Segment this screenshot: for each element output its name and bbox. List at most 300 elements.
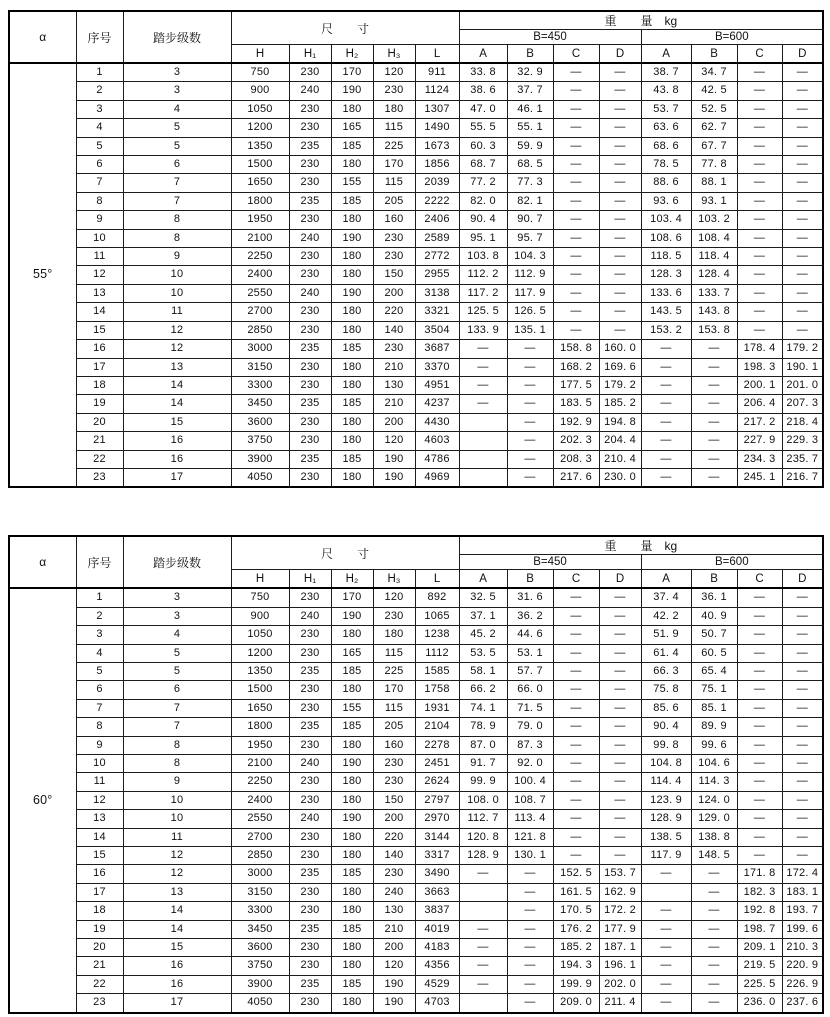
- cell-b600-D: —: [782, 266, 823, 284]
- cell-dim-L: 2451: [415, 755, 459, 773]
- cell-b450-C: 161. 5: [553, 883, 599, 901]
- cell-b600-B: —: [691, 865, 737, 883]
- header-b450-C: C: [553, 570, 599, 589]
- cell-b450-B: 32. 9: [507, 63, 553, 82]
- cell-dim-H2: 180: [331, 847, 373, 865]
- cell-b600-C: 198. 7: [737, 920, 782, 938]
- cell-dim-H3: 115: [373, 174, 415, 192]
- cell-b450-A: 32. 5: [459, 588, 507, 607]
- cell-b600-D: 172. 4: [782, 865, 823, 883]
- cell-b600-A: —: [641, 413, 691, 431]
- cell-serial: 3: [76, 626, 123, 644]
- cell-b450-D: —: [599, 303, 641, 321]
- cell-dim-H: 2250: [231, 248, 289, 266]
- cell-b600-C: —: [737, 588, 782, 607]
- table-row: [9, 681, 823, 699]
- cell-b600-B: —: [691, 413, 737, 431]
- cell-b450-B: 112. 9: [507, 266, 553, 284]
- cell-dim-H3: 190: [373, 450, 415, 468]
- cell-serial: 23: [76, 468, 123, 487]
- cell-b450-B: —: [507, 939, 553, 957]
- cell-b450-C: 208. 3: [553, 450, 599, 468]
- cell-dim-H2: 180: [331, 266, 373, 284]
- table-row: [9, 975, 823, 993]
- cell-steps: 14: [123, 376, 231, 394]
- table-row: [9, 718, 823, 736]
- cell-b600-A: 85. 6: [641, 699, 691, 717]
- cell-b450-B: 53. 1: [507, 644, 553, 662]
- cell-b600-B: —: [691, 468, 737, 487]
- cell-steps: 17: [123, 468, 231, 487]
- cell-b450-D: —: [599, 644, 641, 662]
- cell-b600-A: 128. 3: [641, 266, 691, 284]
- cell-b450-C: —: [553, 588, 599, 607]
- cell-steps: 10: [123, 791, 231, 809]
- table-row: [9, 828, 823, 846]
- cell-dim-H3: 180: [373, 100, 415, 118]
- header-b600: B=600: [641, 555, 823, 570]
- cell-b450-C: —: [553, 644, 599, 662]
- cell-b450-B: —: [507, 395, 553, 413]
- cell-dim-H2: 190: [331, 755, 373, 773]
- cell-b450-D: —: [599, 755, 641, 773]
- cell-dim-H: 1200: [231, 119, 289, 137]
- cell-b600-B: 104. 6: [691, 755, 737, 773]
- cell-b450-A: 125. 5: [459, 303, 507, 321]
- cell-b450-A: —: [459, 395, 507, 413]
- cell-serial: 2: [76, 607, 123, 625]
- cell-dim-L: 1124: [415, 82, 459, 100]
- cell-b450-A: 95. 1: [459, 229, 507, 247]
- cell-dim-H2: 180: [331, 883, 373, 901]
- table-row: [9, 847, 823, 865]
- cell-dim-H2: 180: [331, 468, 373, 487]
- header-weight: 重 量 kg: [459, 11, 823, 30]
- cell-dim-H1: 230: [289, 468, 331, 487]
- cell-b600-D: —: [782, 156, 823, 174]
- cell-steps: 14: [123, 395, 231, 413]
- cell-b450-B: —: [507, 865, 553, 883]
- cell-dim-H3: 160: [373, 736, 415, 754]
- cell-b600-D: 226. 9: [782, 975, 823, 993]
- cell-b600-A: 53. 7: [641, 100, 691, 118]
- cell-b600-D: —: [782, 303, 823, 321]
- cell-serial: 19: [76, 920, 123, 938]
- cell-serial: 3: [76, 100, 123, 118]
- cell-b450-C: 199. 9: [553, 975, 599, 993]
- cell-b600-A: 104. 8: [641, 755, 691, 773]
- cell-b600-B: —: [691, 450, 737, 468]
- cell-b450-A: 74. 1: [459, 699, 507, 717]
- cell-b600-C: —: [737, 626, 782, 644]
- cell-b450-C: 185. 2: [553, 939, 599, 957]
- cell-dim-H2: 185: [331, 718, 373, 736]
- cell-b600-C: —: [737, 699, 782, 717]
- cell-dim-H2: 190: [331, 284, 373, 302]
- table-row: [9, 791, 823, 809]
- cell-dim-L: 4786: [415, 450, 459, 468]
- cell-dim-L: 911: [415, 63, 459, 82]
- cell-dim-H1: 235: [289, 137, 331, 155]
- cell-b600-D: —: [782, 847, 823, 865]
- cell-dim-H: 1800: [231, 192, 289, 210]
- cell-dim-L: 4430: [415, 413, 459, 431]
- cell-b450-B: 130. 1: [507, 847, 553, 865]
- cell-serial: 17: [76, 883, 123, 901]
- cell-steps: 3: [123, 82, 231, 100]
- cell-dim-H2: 180: [331, 626, 373, 644]
- header-b450-B: B: [507, 45, 553, 64]
- cell-dim-L: 1112: [415, 644, 459, 662]
- cell-b450-D: —: [599, 810, 641, 828]
- cell-b600-C: —: [737, 119, 782, 137]
- cell-dim-H1: 235: [289, 192, 331, 210]
- cell-b600-A: —: [641, 450, 691, 468]
- table-body-55: [9, 63, 823, 487]
- cell-dim-H1: 230: [289, 358, 331, 376]
- cell-dim-H1: 235: [289, 975, 331, 993]
- cell-b600-D: —: [782, 791, 823, 809]
- table-row: [9, 662, 823, 680]
- cell-b450-B: 126. 5: [507, 303, 553, 321]
- cell-b450-C: —: [553, 755, 599, 773]
- table-row: [9, 432, 823, 450]
- cell-b600-D: —: [782, 699, 823, 717]
- cell-steps: 5: [123, 137, 231, 155]
- cell-dim-L: 1490: [415, 119, 459, 137]
- table-row: [9, 755, 823, 773]
- cell-b600-B: —: [691, 939, 737, 957]
- cell-steps: 10: [123, 810, 231, 828]
- cell-b600-A: —: [641, 994, 691, 1013]
- cell-dim-H2: 185: [331, 662, 373, 680]
- cell-serial: 20: [76, 413, 123, 431]
- cell-dim-H: 3750: [231, 957, 289, 975]
- header-dim-H3: H₃: [373, 570, 415, 589]
- cell-b450-B: 55. 1: [507, 119, 553, 137]
- table-row: [9, 920, 823, 938]
- cell-b450-D: —: [599, 284, 641, 302]
- cell-dim-L: 3317: [415, 847, 459, 865]
- cell-b600-A: 143. 5: [641, 303, 691, 321]
- cell-dim-H2: 180: [331, 358, 373, 376]
- cell-b600-A: —: [641, 468, 691, 487]
- cell-dim-H: 3300: [231, 902, 289, 920]
- cell-b450-B: 59. 9: [507, 137, 553, 155]
- cell-b600-D: —: [782, 644, 823, 662]
- cell-dim-H2: 190: [331, 82, 373, 100]
- cell-b450-B: 113. 4: [507, 810, 553, 828]
- cell-dim-H: 3150: [231, 358, 289, 376]
- cell-serial: 7: [76, 699, 123, 717]
- cell-dim-H2: 180: [331, 376, 373, 394]
- cell-dim-L: 3144: [415, 828, 459, 846]
- cell-b450-B: —: [507, 920, 553, 938]
- cell-b600-D: —: [782, 63, 823, 82]
- table-row: [9, 248, 823, 266]
- cell-steps: 10: [123, 266, 231, 284]
- cell-b450-C: —: [553, 681, 599, 699]
- cell-dim-L: 2624: [415, 773, 459, 791]
- cell-b450-D: 162. 9: [599, 883, 641, 901]
- cell-steps: 13: [123, 883, 231, 901]
- cell-b450-D: 169. 6: [599, 358, 641, 376]
- header-b600-B: B: [691, 45, 737, 64]
- header-b600-A: A: [641, 570, 691, 589]
- cell-serial: 15: [76, 321, 123, 339]
- cell-b450-C: —: [553, 211, 599, 229]
- cell-b600-C: —: [737, 63, 782, 82]
- cell-dim-H3: 210: [373, 920, 415, 938]
- cell-b600-C: —: [737, 82, 782, 100]
- cell-dim-L: 4529: [415, 975, 459, 993]
- cell-dim-L: 2772: [415, 248, 459, 266]
- cell-b450-B: 90. 7: [507, 211, 553, 229]
- cell-b600-C: —: [737, 248, 782, 266]
- cell-dim-H1: 230: [289, 174, 331, 192]
- cell-b600-A: 37. 4: [641, 588, 691, 607]
- cell-b450-C: —: [553, 137, 599, 155]
- cell-dim-H3: 230: [373, 340, 415, 358]
- cell-dim-H3: 205: [373, 192, 415, 210]
- cell-b600-D: —: [782, 681, 823, 699]
- cell-b450-D: —: [599, 100, 641, 118]
- cell-dim-H1: 230: [289, 266, 331, 284]
- cell-dim-H1: 230: [289, 413, 331, 431]
- header-dim-H: H: [231, 570, 289, 589]
- cell-b450-A: 99. 9: [459, 773, 507, 791]
- cell-dim-H: 2250: [231, 773, 289, 791]
- cell-b600-C: —: [737, 718, 782, 736]
- cell-b450-C: —: [553, 192, 599, 210]
- table-row: [9, 284, 823, 302]
- cell-b600-B: 65. 4: [691, 662, 737, 680]
- cell-b450-B: 79. 0: [507, 718, 553, 736]
- cell-b600-A: 118. 5: [641, 248, 691, 266]
- cell-b600-B: —: [691, 957, 737, 975]
- cell-dim-H3: 225: [373, 137, 415, 155]
- cell-serial: 2: [76, 82, 123, 100]
- header-b600-C: C: [737, 45, 782, 64]
- cell-b450-D: —: [599, 662, 641, 680]
- cell-dim-H1: 230: [289, 376, 331, 394]
- cell-b600-C: 217. 2: [737, 413, 782, 431]
- cell-b600-D: 179. 2: [782, 340, 823, 358]
- cell-steps: 8: [123, 229, 231, 247]
- cell-b600-B: 103. 2: [691, 211, 737, 229]
- cell-b600-D: 193. 7: [782, 902, 823, 920]
- cell-serial: 14: [76, 303, 123, 321]
- cell-steps: 16: [123, 975, 231, 993]
- table-row: [9, 450, 823, 468]
- table-row: [9, 376, 823, 394]
- cell-b600-B: 138. 8: [691, 828, 737, 846]
- cell-b600-A: 108. 6: [641, 229, 691, 247]
- cell-b450-A: —: [459, 340, 507, 358]
- table-row: [9, 468, 823, 487]
- cell-b600-A: [641, 883, 691, 901]
- cell-dim-L: 2970: [415, 810, 459, 828]
- cell-b450-C: 194. 3: [553, 957, 599, 975]
- cell-b600-C: —: [737, 174, 782, 192]
- cell-b450-D: 177. 9: [599, 920, 641, 938]
- cell-b600-B: —: [691, 376, 737, 394]
- cell-dim-H2: 180: [331, 902, 373, 920]
- cell-serial: 10: [76, 755, 123, 773]
- cell-dim-H3: 230: [373, 248, 415, 266]
- cell-b600-D: 207. 3: [782, 395, 823, 413]
- cell-steps: 6: [123, 156, 231, 174]
- cell-serial: 19: [76, 395, 123, 413]
- cell-b600-A: —: [641, 957, 691, 975]
- cell-steps: 10: [123, 284, 231, 302]
- cell-steps: 7: [123, 174, 231, 192]
- cell-dim-H3: 150: [373, 266, 415, 284]
- cell-dim-H: 2850: [231, 847, 289, 865]
- cell-b600-A: —: [641, 358, 691, 376]
- header-b600-A: A: [641, 45, 691, 64]
- cell-serial: 4: [76, 644, 123, 662]
- cell-b600-C: 234. 3: [737, 450, 782, 468]
- cell-serial: 20: [76, 939, 123, 957]
- cell-b600-A: —: [641, 939, 691, 957]
- cell-b600-B: 50. 7: [691, 626, 737, 644]
- cell-b450-B: 100. 4: [507, 773, 553, 791]
- cell-b600-C: —: [737, 828, 782, 846]
- cell-steps: 8: [123, 211, 231, 229]
- cell-steps: 3: [123, 63, 231, 82]
- cell-b600-B: —: [691, 883, 737, 901]
- cell-b600-B: —: [691, 340, 737, 358]
- cell-b450-C: 176. 2: [553, 920, 599, 938]
- cell-b600-D: —: [782, 828, 823, 846]
- cell-b450-D: 230. 0: [599, 468, 641, 487]
- cell-dim-L: 1931: [415, 699, 459, 717]
- cell-dim-H1: 235: [289, 662, 331, 680]
- cell-dim-H1: 230: [289, 994, 331, 1013]
- cell-dim-H1: 230: [289, 699, 331, 717]
- table-row: [9, 192, 823, 210]
- header-steps: 踏步级数: [123, 536, 231, 588]
- cell-b600-B: 89. 9: [691, 718, 737, 736]
- table-row: [9, 174, 823, 192]
- table-row: [9, 63, 823, 82]
- cell-dim-L: 3663: [415, 883, 459, 901]
- cell-b600-D: 235. 7: [782, 450, 823, 468]
- cell-b450-C: 152. 5: [553, 865, 599, 883]
- cell-dim-H3: 140: [373, 847, 415, 865]
- cell-dim-H: 1350: [231, 662, 289, 680]
- cell-dim-H1: 235: [289, 920, 331, 938]
- cell-b450-B: —: [507, 432, 553, 450]
- cell-steps: 16: [123, 450, 231, 468]
- cell-b450-A: 38. 6: [459, 82, 507, 100]
- cell-steps: 9: [123, 773, 231, 791]
- cell-dim-H2: 190: [331, 810, 373, 828]
- cell-dim-H2: 190: [331, 229, 373, 247]
- cell-dim-H1: 230: [289, 791, 331, 809]
- cell-b450-D: —: [599, 828, 641, 846]
- cell-b450-C: —: [553, 736, 599, 754]
- cell-b600-A: 114. 4: [641, 773, 691, 791]
- cell-b450-D: 185. 2: [599, 395, 641, 413]
- cell-b450-D: 172. 2: [599, 902, 641, 920]
- cell-b450-A: —: [459, 865, 507, 883]
- cell-b450-C: —: [553, 100, 599, 118]
- cell-b450-D: —: [599, 266, 641, 284]
- cell-dim-H1: 230: [289, 773, 331, 791]
- cell-dim-H1: 230: [289, 644, 331, 662]
- cell-dim-H2: 185: [331, 450, 373, 468]
- cell-serial: 22: [76, 450, 123, 468]
- cell-serial: 18: [76, 902, 123, 920]
- cell-dim-L: 4951: [415, 376, 459, 394]
- cell-dim-H1: 230: [289, 321, 331, 339]
- cell-steps: 12: [123, 321, 231, 339]
- cell-dim-L: 4603: [415, 432, 459, 450]
- cell-dim-H: 1650: [231, 699, 289, 717]
- cell-b450-C: 158. 8: [553, 340, 599, 358]
- header-dim-H2: H₂: [331, 45, 373, 64]
- cell-b600-A: —: [641, 432, 691, 450]
- cell-b600-A: 133. 6: [641, 284, 691, 302]
- cell-b450-A: —: [459, 920, 507, 938]
- cell-dim-L: 2797: [415, 791, 459, 809]
- cell-b450-B: 46. 1: [507, 100, 553, 118]
- cell-dim-H: 2550: [231, 284, 289, 302]
- cell-dim-H: 2700: [231, 303, 289, 321]
- cell-dim-H2: 185: [331, 975, 373, 993]
- cell-dim-L: 2278: [415, 736, 459, 754]
- cell-b600-B: 128. 4: [691, 266, 737, 284]
- table-header: [9, 536, 823, 588]
- cell-dim-L: 4703: [415, 994, 459, 1013]
- cell-b450-A: [459, 432, 507, 450]
- cell-dim-H3: 120: [373, 63, 415, 82]
- cell-b600-D: —: [782, 82, 823, 100]
- cell-dim-H1: 230: [289, 211, 331, 229]
- cell-b600-C: 200. 1: [737, 376, 782, 394]
- cell-b450-A: 60. 3: [459, 137, 507, 155]
- header-dim-H2: H₂: [331, 570, 373, 589]
- cell-dim-H3: 160: [373, 211, 415, 229]
- cell-b600-D: —: [782, 284, 823, 302]
- cell-b600-A: 51. 9: [641, 626, 691, 644]
- cell-b600-D: —: [782, 229, 823, 247]
- cell-dim-H2: 155: [331, 699, 373, 717]
- table-row: [9, 119, 823, 137]
- header-weight: 重 量 kg: [459, 536, 823, 555]
- cell-b600-B: 88. 1: [691, 174, 737, 192]
- cell-steps: 12: [123, 847, 231, 865]
- cell-dim-H3: 200: [373, 810, 415, 828]
- cell-b450-A: [459, 902, 507, 920]
- cell-b600-D: 229. 3: [782, 432, 823, 450]
- cell-dim-H3: 230: [373, 865, 415, 883]
- cell-b450-D: —: [599, 681, 641, 699]
- cell-serial: 11: [76, 773, 123, 791]
- cell-b450-C: 183. 5: [553, 395, 599, 413]
- cell-dim-H: 3300: [231, 376, 289, 394]
- cell-dim-H1: 240: [289, 229, 331, 247]
- cell-dim-H2: 180: [331, 321, 373, 339]
- cell-b450-A: 78. 9: [459, 718, 507, 736]
- header-dim-H3: H₃: [373, 45, 415, 64]
- cell-b600-A: —: [641, 975, 691, 993]
- cell-b450-D: —: [599, 82, 641, 100]
- cell-serial: 4: [76, 119, 123, 137]
- cell-b600-D: —: [782, 607, 823, 625]
